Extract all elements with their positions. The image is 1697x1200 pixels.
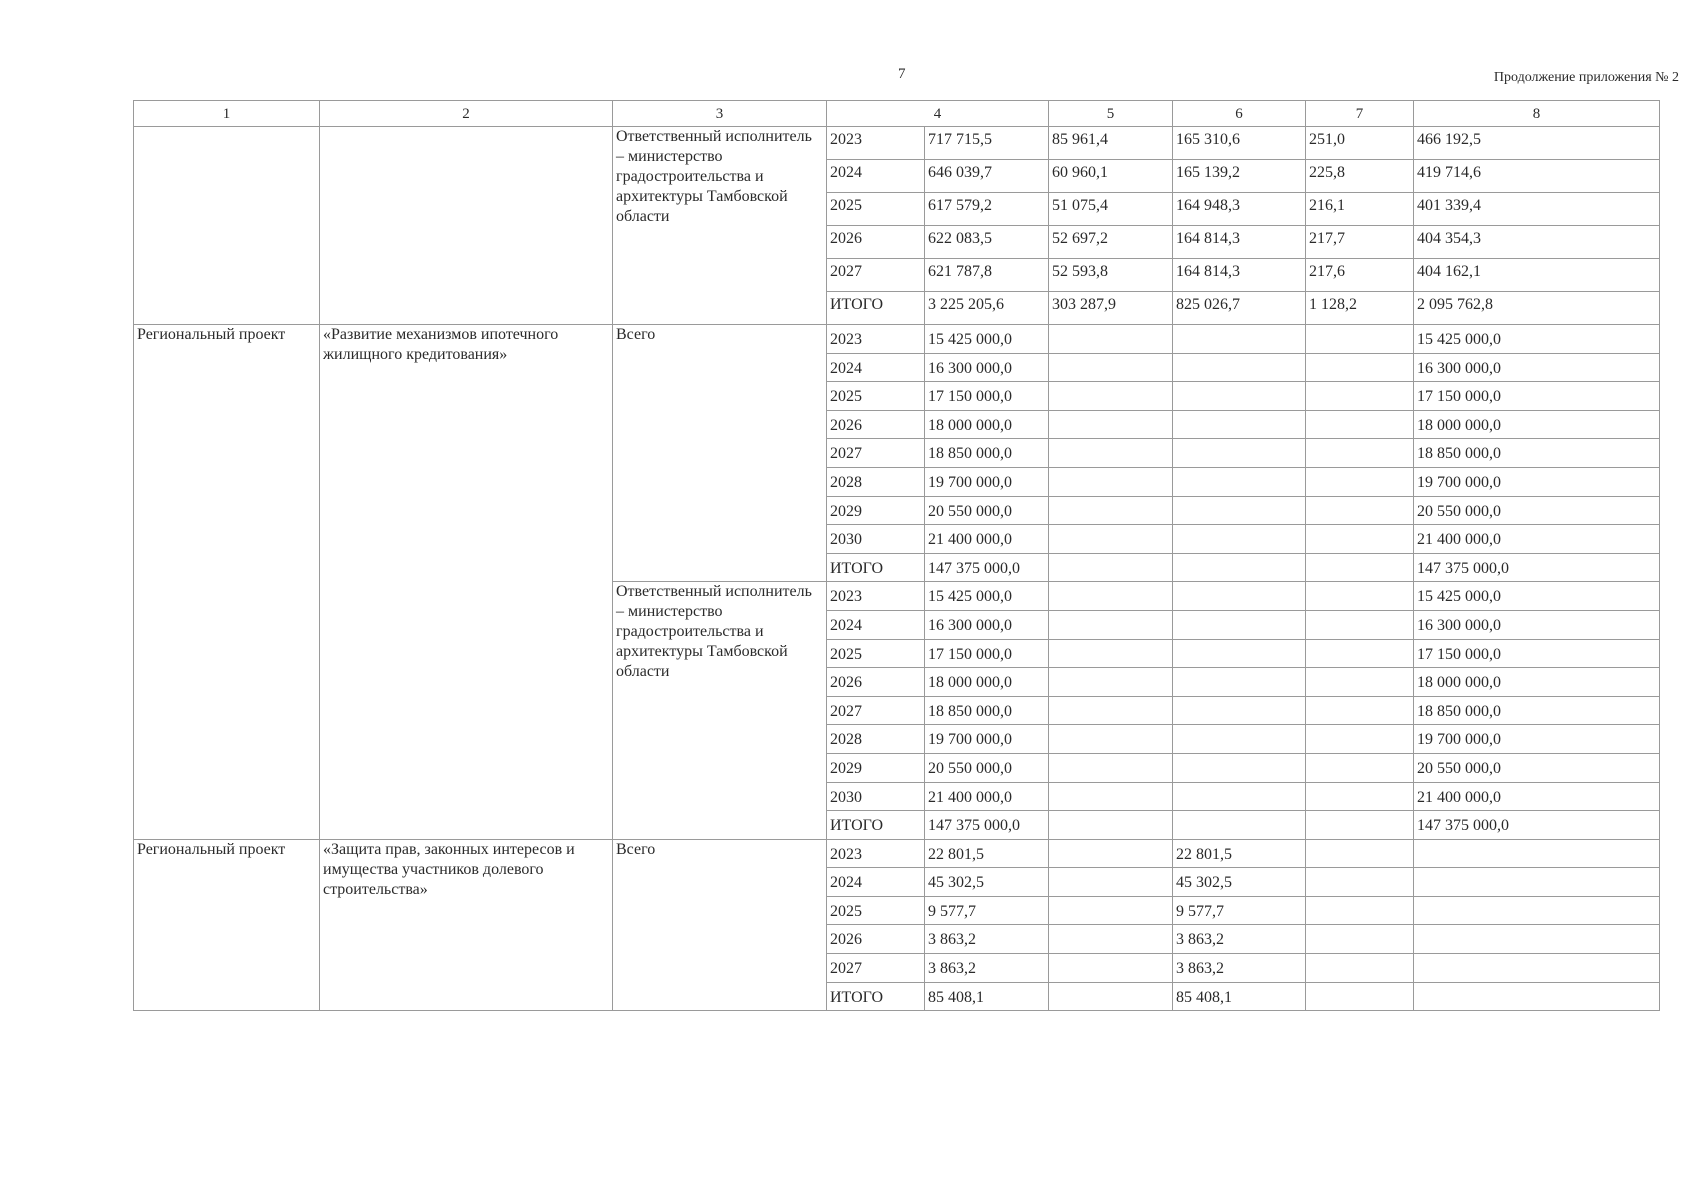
regional-value-cell: 9 577,7: [1173, 896, 1306, 925]
other-value-cell: 18 850 000,0: [1414, 696, 1660, 725]
total-value-cell: 3 863,2: [925, 925, 1049, 954]
column-header: 2: [320, 101, 613, 127]
column-header: 4: [827, 101, 1049, 127]
regional-value-cell: [1173, 725, 1306, 754]
regional-value-cell: [1173, 582, 1306, 611]
year-cell: 2025: [827, 896, 925, 925]
column-number-row: [134, 101, 1660, 127]
column-header: 3: [613, 101, 827, 127]
federal-value-cell: [1049, 925, 1173, 954]
total-value-cell: 17 150 000,0: [925, 382, 1049, 411]
year-cell: 2024: [827, 868, 925, 897]
year-cell: 2028: [827, 725, 925, 754]
regional-value-cell: [1173, 811, 1306, 840]
column-header: 8: [1414, 101, 1660, 127]
total-value-cell: 19 700 000,0: [925, 467, 1049, 496]
total-value-cell: 18 850 000,0: [925, 439, 1049, 468]
year-cell: 2030: [827, 782, 925, 811]
regional-value-cell: 85 408,1: [1173, 982, 1306, 1011]
federal-value-cell: [1049, 496, 1173, 525]
year-cell: 2028: [827, 467, 925, 496]
federal-value-cell: [1049, 525, 1173, 554]
funding-source-cell: Ответственный исполнитель – министерство градостроительства и архитектуры Тамбовской области: [613, 582, 827, 839]
other-value-cell: 16 300 000,0: [1414, 353, 1660, 382]
local-value-cell: [1306, 353, 1414, 382]
row-type-cell: Региональный проект: [134, 325, 320, 840]
local-value-cell: 217,6: [1306, 259, 1414, 292]
local-value-cell: [1306, 553, 1414, 582]
table-row: [134, 325, 1660, 354]
total-value-cell: 21 400 000,0: [925, 525, 1049, 554]
federal-value-cell: [1049, 467, 1173, 496]
other-value-cell: 18 000 000,0: [1414, 410, 1660, 439]
year-cell: ИТОГО: [827, 553, 925, 582]
other-value-cell: 466 192,5: [1414, 127, 1660, 160]
regional-value-cell: [1173, 753, 1306, 782]
column-header: 7: [1306, 101, 1414, 127]
other-value-cell: 20 550 000,0: [1414, 753, 1660, 782]
funding-source-cell: Всего: [613, 839, 827, 1011]
total-value-cell: 15 425 000,0: [925, 582, 1049, 611]
year-cell: 2027: [827, 259, 925, 292]
local-value-cell: [1306, 582, 1414, 611]
year-cell: 2023: [827, 325, 925, 354]
year-cell: 2024: [827, 610, 925, 639]
regional-value-cell: [1173, 496, 1306, 525]
total-value-cell: 20 550 000,0: [925, 753, 1049, 782]
total-value-cell: 147 375 000,0: [925, 811, 1049, 840]
row-type-cell: [134, 127, 320, 325]
year-cell: 2026: [827, 925, 925, 954]
total-value-cell: 16 300 000,0: [925, 353, 1049, 382]
other-value-cell: [1414, 868, 1660, 897]
other-value-cell: 17 150 000,0: [1414, 382, 1660, 411]
regional-value-cell: [1173, 467, 1306, 496]
year-cell: 2025: [827, 193, 925, 226]
year-cell: 2027: [827, 696, 925, 725]
regional-value-cell: [1173, 525, 1306, 554]
project-name-cell: «Развитие механизмов ипотечного жилищного кредитования»: [320, 325, 613, 840]
regional-value-cell: 164 948,3: [1173, 193, 1306, 226]
local-value-cell: [1306, 725, 1414, 754]
local-value-cell: [1306, 896, 1414, 925]
regional-value-cell: [1173, 382, 1306, 411]
regional-value-cell: 3 863,2: [1173, 925, 1306, 954]
total-value-cell: 617 579,2: [925, 193, 1049, 226]
other-value-cell: [1414, 896, 1660, 925]
local-value-cell: [1306, 839, 1414, 868]
other-value-cell: 147 375 000,0: [1414, 811, 1660, 840]
regional-value-cell: 165 310,6: [1173, 127, 1306, 160]
year-cell: 2027: [827, 439, 925, 468]
other-value-cell: 404 354,3: [1414, 226, 1660, 259]
federal-value-cell: [1049, 725, 1173, 754]
year-cell: 2023: [827, 127, 925, 160]
federal-value-cell: 60 960,1: [1049, 160, 1173, 193]
local-value-cell: [1306, 811, 1414, 840]
total-value-cell: 3 225 205,6: [925, 292, 1049, 325]
federal-value-cell: 303 287,9: [1049, 292, 1173, 325]
table-row: [134, 839, 1660, 868]
total-value-cell: 17 150 000,0: [925, 639, 1049, 668]
local-value-cell: [1306, 668, 1414, 697]
column-header: 6: [1173, 101, 1306, 127]
other-value-cell: 404 162,1: [1414, 259, 1660, 292]
local-value-cell: [1306, 467, 1414, 496]
federal-value-cell: [1049, 553, 1173, 582]
year-cell: 2025: [827, 382, 925, 411]
federal-value-cell: [1049, 896, 1173, 925]
other-value-cell: [1414, 954, 1660, 983]
other-value-cell: 419 714,6: [1414, 160, 1660, 193]
other-value-cell: 21 400 000,0: [1414, 782, 1660, 811]
regional-value-cell: [1173, 696, 1306, 725]
regional-value-cell: 22 801,5: [1173, 839, 1306, 868]
other-value-cell: 17 150 000,0: [1414, 639, 1660, 668]
federal-value-cell: [1049, 982, 1173, 1011]
total-value-cell: 15 425 000,0: [925, 325, 1049, 354]
year-cell: 2023: [827, 839, 925, 868]
federal-value-cell: [1049, 410, 1173, 439]
other-value-cell: 15 425 000,0: [1414, 325, 1660, 354]
local-value-cell: 217,7: [1306, 226, 1414, 259]
other-value-cell: 19 700 000,0: [1414, 467, 1660, 496]
project-name-cell: «Защита прав, законных интересов и имущества участников долевого строительства»: [320, 839, 613, 1011]
year-cell: 2029: [827, 753, 925, 782]
total-value-cell: 18 850 000,0: [925, 696, 1049, 725]
year-cell: 2024: [827, 353, 925, 382]
appendix-continuation-note: Продолжение приложения № 2: [1493, 70, 1679, 85]
total-value-cell: 147 375 000,0: [925, 553, 1049, 582]
regional-value-cell: [1173, 553, 1306, 582]
regional-value-cell: [1173, 610, 1306, 639]
federal-value-cell: [1049, 610, 1173, 639]
federal-value-cell: [1049, 353, 1173, 382]
local-value-cell: 216,1: [1306, 193, 1414, 226]
federal-value-cell: [1049, 668, 1173, 697]
local-value-cell: [1306, 982, 1414, 1011]
total-value-cell: 18 000 000,0: [925, 668, 1049, 697]
total-value-cell: 646 039,7: [925, 160, 1049, 193]
federal-value-cell: [1049, 868, 1173, 897]
total-value-cell: 621 787,8: [925, 259, 1049, 292]
local-value-cell: [1306, 325, 1414, 354]
total-value-cell: 19 700 000,0: [925, 725, 1049, 754]
local-value-cell: [1306, 925, 1414, 954]
federal-value-cell: 52 697,2: [1049, 226, 1173, 259]
project-name-cell: [320, 127, 613, 325]
table-row: [134, 127, 1660, 160]
other-value-cell: [1414, 925, 1660, 954]
local-value-cell: [1306, 954, 1414, 983]
page-number: 7: [898, 66, 906, 82]
column-header: 1: [134, 101, 320, 127]
total-value-cell: 22 801,5: [925, 839, 1049, 868]
column-header: 5: [1049, 101, 1173, 127]
total-value-cell: 20 550 000,0: [925, 496, 1049, 525]
federal-value-cell: [1049, 954, 1173, 983]
year-cell: ИТОГО: [827, 811, 925, 840]
total-value-cell: 18 000 000,0: [925, 410, 1049, 439]
local-value-cell: [1306, 439, 1414, 468]
local-value-cell: 225,8: [1306, 160, 1414, 193]
row-type-cell: Региональный проект: [134, 839, 320, 1011]
total-value-cell: 85 408,1: [925, 982, 1049, 1011]
other-value-cell: 2 095 762,8: [1414, 292, 1660, 325]
local-value-cell: [1306, 525, 1414, 554]
total-value-cell: 45 302,5: [925, 868, 1049, 897]
total-value-cell: 21 400 000,0: [925, 782, 1049, 811]
year-cell: 2025: [827, 639, 925, 668]
other-value-cell: 18 850 000,0: [1414, 439, 1660, 468]
funding-source-cell: Всего: [613, 325, 827, 582]
other-value-cell: 147 375 000,0: [1414, 553, 1660, 582]
federal-value-cell: [1049, 782, 1173, 811]
regional-value-cell: 45 302,5: [1173, 868, 1306, 897]
federal-value-cell: [1049, 639, 1173, 668]
federal-value-cell: [1049, 811, 1173, 840]
federal-value-cell: 51 075,4: [1049, 193, 1173, 226]
local-value-cell: 1 128,2: [1306, 292, 1414, 325]
federal-value-cell: [1049, 696, 1173, 725]
other-value-cell: 15 425 000,0: [1414, 582, 1660, 611]
total-value-cell: 622 083,5: [925, 226, 1049, 259]
federal-value-cell: [1049, 839, 1173, 868]
total-value-cell: 717 715,5: [925, 127, 1049, 160]
other-value-cell: 20 550 000,0: [1414, 496, 1660, 525]
regional-value-cell: 165 139,2: [1173, 160, 1306, 193]
regional-value-cell: 164 814,3: [1173, 226, 1306, 259]
local-value-cell: [1306, 868, 1414, 897]
year-cell: 2027: [827, 954, 925, 983]
total-value-cell: 9 577,7: [925, 896, 1049, 925]
regional-value-cell: [1173, 439, 1306, 468]
regional-value-cell: 825 026,7: [1173, 292, 1306, 325]
regional-value-cell: [1173, 639, 1306, 668]
local-value-cell: [1306, 410, 1414, 439]
regional-value-cell: 3 863,2: [1173, 954, 1306, 983]
other-value-cell: [1414, 839, 1660, 868]
total-value-cell: 16 300 000,0: [925, 610, 1049, 639]
federal-value-cell: [1049, 382, 1173, 411]
federal-value-cell: [1049, 325, 1173, 354]
year-cell: 2023: [827, 582, 925, 611]
year-cell: 2029: [827, 496, 925, 525]
local-value-cell: [1306, 382, 1414, 411]
federal-value-cell: [1049, 753, 1173, 782]
federal-value-cell: 85 961,4: [1049, 127, 1173, 160]
year-cell: 2030: [827, 525, 925, 554]
regional-value-cell: [1173, 325, 1306, 354]
regional-value-cell: [1173, 782, 1306, 811]
other-value-cell: [1414, 982, 1660, 1011]
funding-source-cell: Ответственный исполнитель – министерство градостроительства и архитектуры Тамбовской области: [613, 127, 827, 325]
federal-value-cell: [1049, 582, 1173, 611]
local-value-cell: [1306, 610, 1414, 639]
other-value-cell: 21 400 000,0: [1414, 525, 1660, 554]
regional-value-cell: 164 814,3: [1173, 259, 1306, 292]
total-value-cell: 3 863,2: [925, 954, 1049, 983]
other-value-cell: 401 339,4: [1414, 193, 1660, 226]
local-value-cell: [1306, 753, 1414, 782]
year-cell: ИТОГО: [827, 292, 925, 325]
year-cell: 2024: [827, 160, 925, 193]
regional-value-cell: [1173, 353, 1306, 382]
regional-value-cell: [1173, 668, 1306, 697]
local-value-cell: [1306, 639, 1414, 668]
other-value-cell: 19 700 000,0: [1414, 725, 1660, 754]
local-value-cell: [1306, 496, 1414, 525]
federal-value-cell: 52 593,8: [1049, 259, 1173, 292]
funding-table-body: [134, 101, 1660, 1011]
federal-value-cell: [1049, 439, 1173, 468]
funding-table: [133, 100, 1660, 1011]
regional-value-cell: [1173, 410, 1306, 439]
year-cell: 2026: [827, 226, 925, 259]
year-cell: 2026: [827, 668, 925, 697]
other-value-cell: 16 300 000,0: [1414, 610, 1660, 639]
year-cell: 2026: [827, 410, 925, 439]
local-value-cell: [1306, 696, 1414, 725]
local-value-cell: 251,0: [1306, 127, 1414, 160]
other-value-cell: 18 000 000,0: [1414, 668, 1660, 697]
year-cell: ИТОГО: [827, 982, 925, 1011]
local-value-cell: [1306, 782, 1414, 811]
